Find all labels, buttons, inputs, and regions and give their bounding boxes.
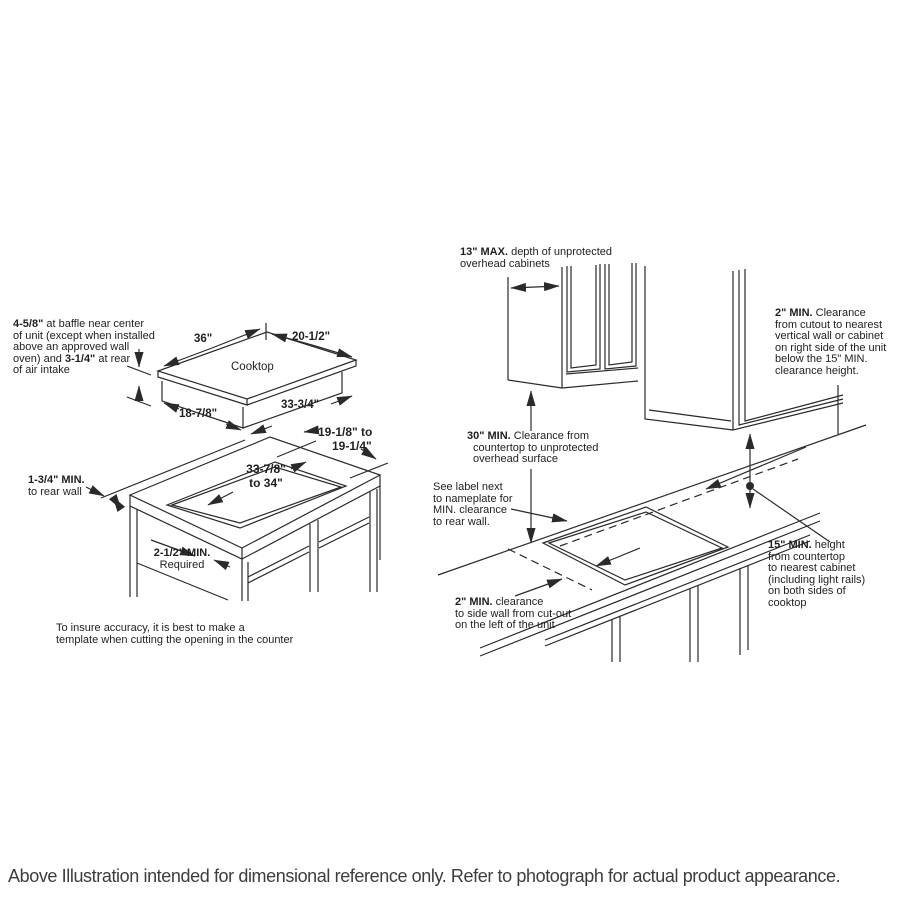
note-line: MIN. clearance	[433, 504, 507, 517]
cutout-length-dim-label	[228, 463, 304, 490]
note-line: vertical wall or cabinet	[775, 330, 884, 343]
cutout-width-dim-label	[318, 426, 372, 453]
note-line: overhead surface	[473, 453, 558, 466]
bottom-caption: Above Illustration intended for dimensional reference only. Refer to photograph for actual product appearance.	[8, 866, 841, 886]
dim-arrow-13-right	[535, 286, 559, 287]
countertop-surface	[130, 437, 380, 548]
note-line: countertop to unprotected	[473, 441, 599, 454]
dim-line: to 34"	[249, 475, 283, 490]
left-wall-cabinet	[508, 267, 638, 388]
note-line: 13" MAX. depth of unprotected	[460, 246, 612, 258]
note-line: 2" MIN. clearance	[455, 596, 544, 608]
gap-arrow-down	[117, 503, 121, 509]
note-line: clearance height.	[775, 364, 859, 377]
note-line: 15" MIN. height	[768, 539, 845, 551]
dim-arrow-36-left	[164, 348, 212, 366]
dim-label-20-1-2: 20-1/2"	[292, 331, 331, 343]
dim-line: 19-1/8" to	[318, 425, 373, 439]
left-cabinet-door-1	[567, 264, 600, 372]
dim-arrow-1918-left	[304, 430, 318, 432]
note-line: 2" MIN. Clearance	[775, 307, 866, 319]
rear-clearance-dashed-line	[560, 459, 798, 546]
note-line: 4-5/8" at baffle near center	[13, 318, 144, 330]
side-wall-clearance-note	[455, 597, 571, 632]
dim-label-18-7-8: 18-7/8"	[179, 408, 218, 420]
left-cabinet-door-2	[605, 263, 636, 369]
note-line: to nameplate for	[433, 492, 513, 505]
nameplate-leader	[511, 509, 567, 521]
overhead-depth-note	[460, 247, 612, 270]
wall-cabinets-drawing	[508, 263, 843, 543]
note-line: cooktop	[768, 596, 807, 609]
dim-line: 33-7/8"	[246, 462, 286, 476]
rear-wall-leader	[86, 487, 104, 496]
note-line: from cutout to nearest	[775, 318, 882, 331]
height-clearance-note	[768, 540, 865, 610]
note-line: (including light rails)	[768, 573, 866, 586]
note-line: template when cutting the opening in the counter	[56, 633, 294, 646]
rear-wall-dim-note	[28, 475, 85, 498]
note-line: to side wall from cut-out	[455, 607, 572, 620]
note-line: oven) and 3-1/4" at rear	[13, 352, 131, 365]
rear-wall-line	[101, 440, 245, 498]
ext-line-2	[350, 463, 388, 478]
ext-line-1	[277, 441, 316, 457]
baffle-depth-note	[13, 319, 165, 377]
note-line: of air intake	[13, 364, 70, 377]
height-15-leader	[753, 489, 830, 542]
note-line: from countertop	[768, 550, 846, 563]
cutout-inner-arrow	[596, 548, 640, 566]
rear-clearance-arrow	[706, 447, 806, 489]
note-line: to rear wall.	[433, 515, 490, 528]
note-line: to nearest cabinet	[768, 562, 856, 575]
note-line: below the 15" MIN.	[775, 353, 868, 366]
height-15-dot	[746, 482, 754, 490]
note-line: on right side of the unit	[775, 341, 887, 354]
dim-arrow-3378-down	[208, 492, 233, 505]
note-line: 2-1/2" MIN.	[153, 547, 211, 559]
note-line: above an approved wall	[13, 341, 130, 354]
note-line: on both sides of	[768, 585, 846, 598]
base-cabinet-left	[130, 486, 380, 601]
front-clearance-arrow-b	[214, 560, 230, 567]
dim-arrow-3334-left	[251, 426, 272, 434]
dim-label-33-3-4: 33-3/4"	[281, 399, 320, 411]
note-line: to rear wall	[28, 485, 82, 498]
note-line: See label next	[433, 481, 503, 493]
note-line: of unit (except when installed	[13, 329, 155, 342]
dim-arrow-36-right	[212, 329, 260, 348]
accuracy-note	[56, 623, 293, 646]
side-wall-leader	[515, 579, 562, 596]
dim-arrow-3334-right	[331, 396, 352, 404]
note-line: 30" MIN. Clearance from	[467, 430, 589, 442]
dim-line: 19-1/4"	[332, 438, 372, 453]
right-wall-clearance-note	[775, 308, 886, 378]
note-line: Required	[159, 558, 205, 571]
nameplate-note	[433, 482, 513, 528]
note-line: overhead cabinets	[460, 257, 550, 270]
overhead-clearance-note	[467, 431, 598, 466]
dim-arrow-13-left	[511, 287, 535, 288]
cooktop-label: Cooktop	[231, 361, 274, 373]
counter-cutout-isometric-drawing	[86, 430, 388, 601]
note-line: To insure accuracy, it is best to make a	[56, 622, 245, 634]
note-line: on the left of the unit	[455, 619, 555, 632]
dim-label-36: 36"	[194, 333, 213, 345]
front-clearance-note	[149, 548, 215, 571]
note-line: 1-3/4" MIN.	[28, 474, 85, 486]
gap-arrow-up	[113, 497, 117, 503]
dim-arrow-2012-right	[312, 345, 352, 357]
